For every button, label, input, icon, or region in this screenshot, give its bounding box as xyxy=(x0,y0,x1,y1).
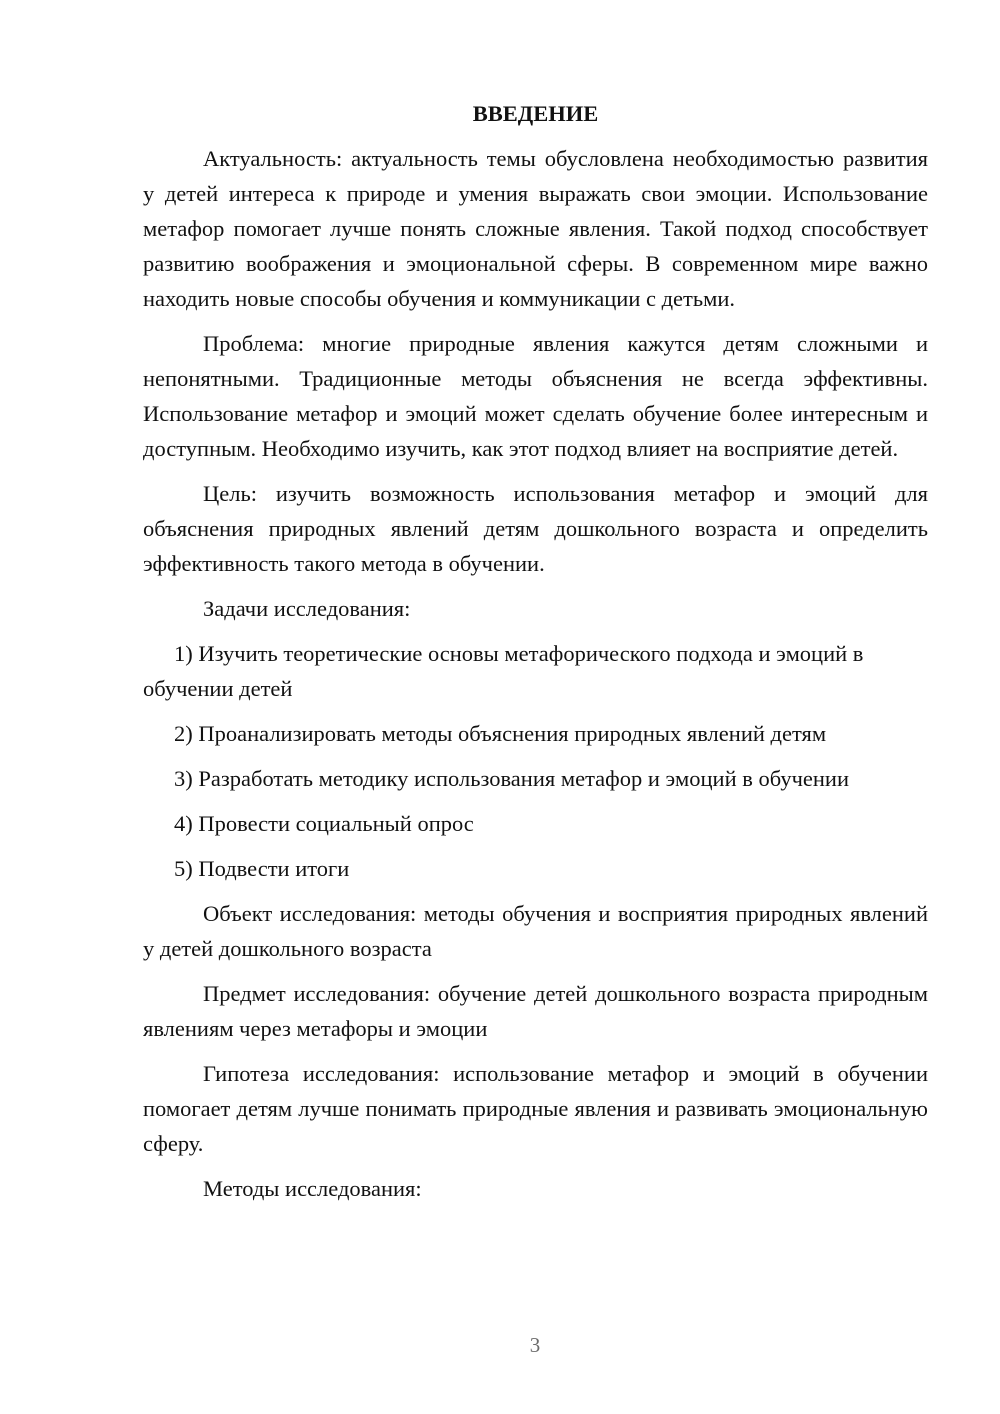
problem-paragraph: Проблема: многие природные явления кажутся детям сложными и непонятными. Традиционные методы объяснения не всегда эффективны. Использование метафор и эмоций может сделать обучение более интересным и доступным. Необходимо изучить, как этот подход влияет на восприятие детей. xyxy=(143,331,928,461)
page-number: 3 xyxy=(529,1333,541,1357)
relevance-paragraph: Актуальность: актуальность темы обусловлена необходимостью развития у детей интереса к природе и умения выражать свои эмоции. Использование метафор помогает лучше понять сложные явления. Такой подход способствует развитию воображения и эмоциональной сферы. В современном мире важно находить новые способы обучения и коммуникации с детьми. xyxy=(143,146,928,311)
tasks-heading: Задачи исследования: xyxy=(203,596,411,621)
object-paragraph: Объект исследования: методы обучения и восприятия природных явлений у детей дошкольного возраста xyxy=(143,901,928,961)
methods-heading: Методы исследования: xyxy=(203,1176,422,1201)
hypothesis-paragraph: Гипотеза исследования: использование метафор и эмоций в обучении помогает детям лучше понимать природные явления и развивать эмоциональную сферу. xyxy=(143,1061,928,1156)
list-item: 5) Подвести итоги xyxy=(174,856,350,881)
list-item: 1) Изучить теоретические основы метафорического подхода и эмоций в обучении детей xyxy=(143,641,864,701)
subject-paragraph: Предмет исследования: обучение детей дошкольного возраста природным явлениям через метафоры и эмоции xyxy=(143,981,928,1041)
page-content xyxy=(143,96,928,1216)
list-item: 3) Разработать методику использования метафор и эмоций в обучении xyxy=(174,766,849,791)
tasks-list xyxy=(143,636,928,886)
section-title: ВВЕДЕНИЕ xyxy=(472,101,599,126)
list-item: 2) Проанализировать методы объяснения природных явлений детям xyxy=(174,721,827,746)
goal-paragraph: Цель: изучить возможность использования метафор и эмоций для объяснения природных явлений детям дошкольного возраста и определить эффективность такого метода в обучении. xyxy=(143,481,928,576)
list-item: 4) Провести социальный опрос xyxy=(174,811,474,836)
